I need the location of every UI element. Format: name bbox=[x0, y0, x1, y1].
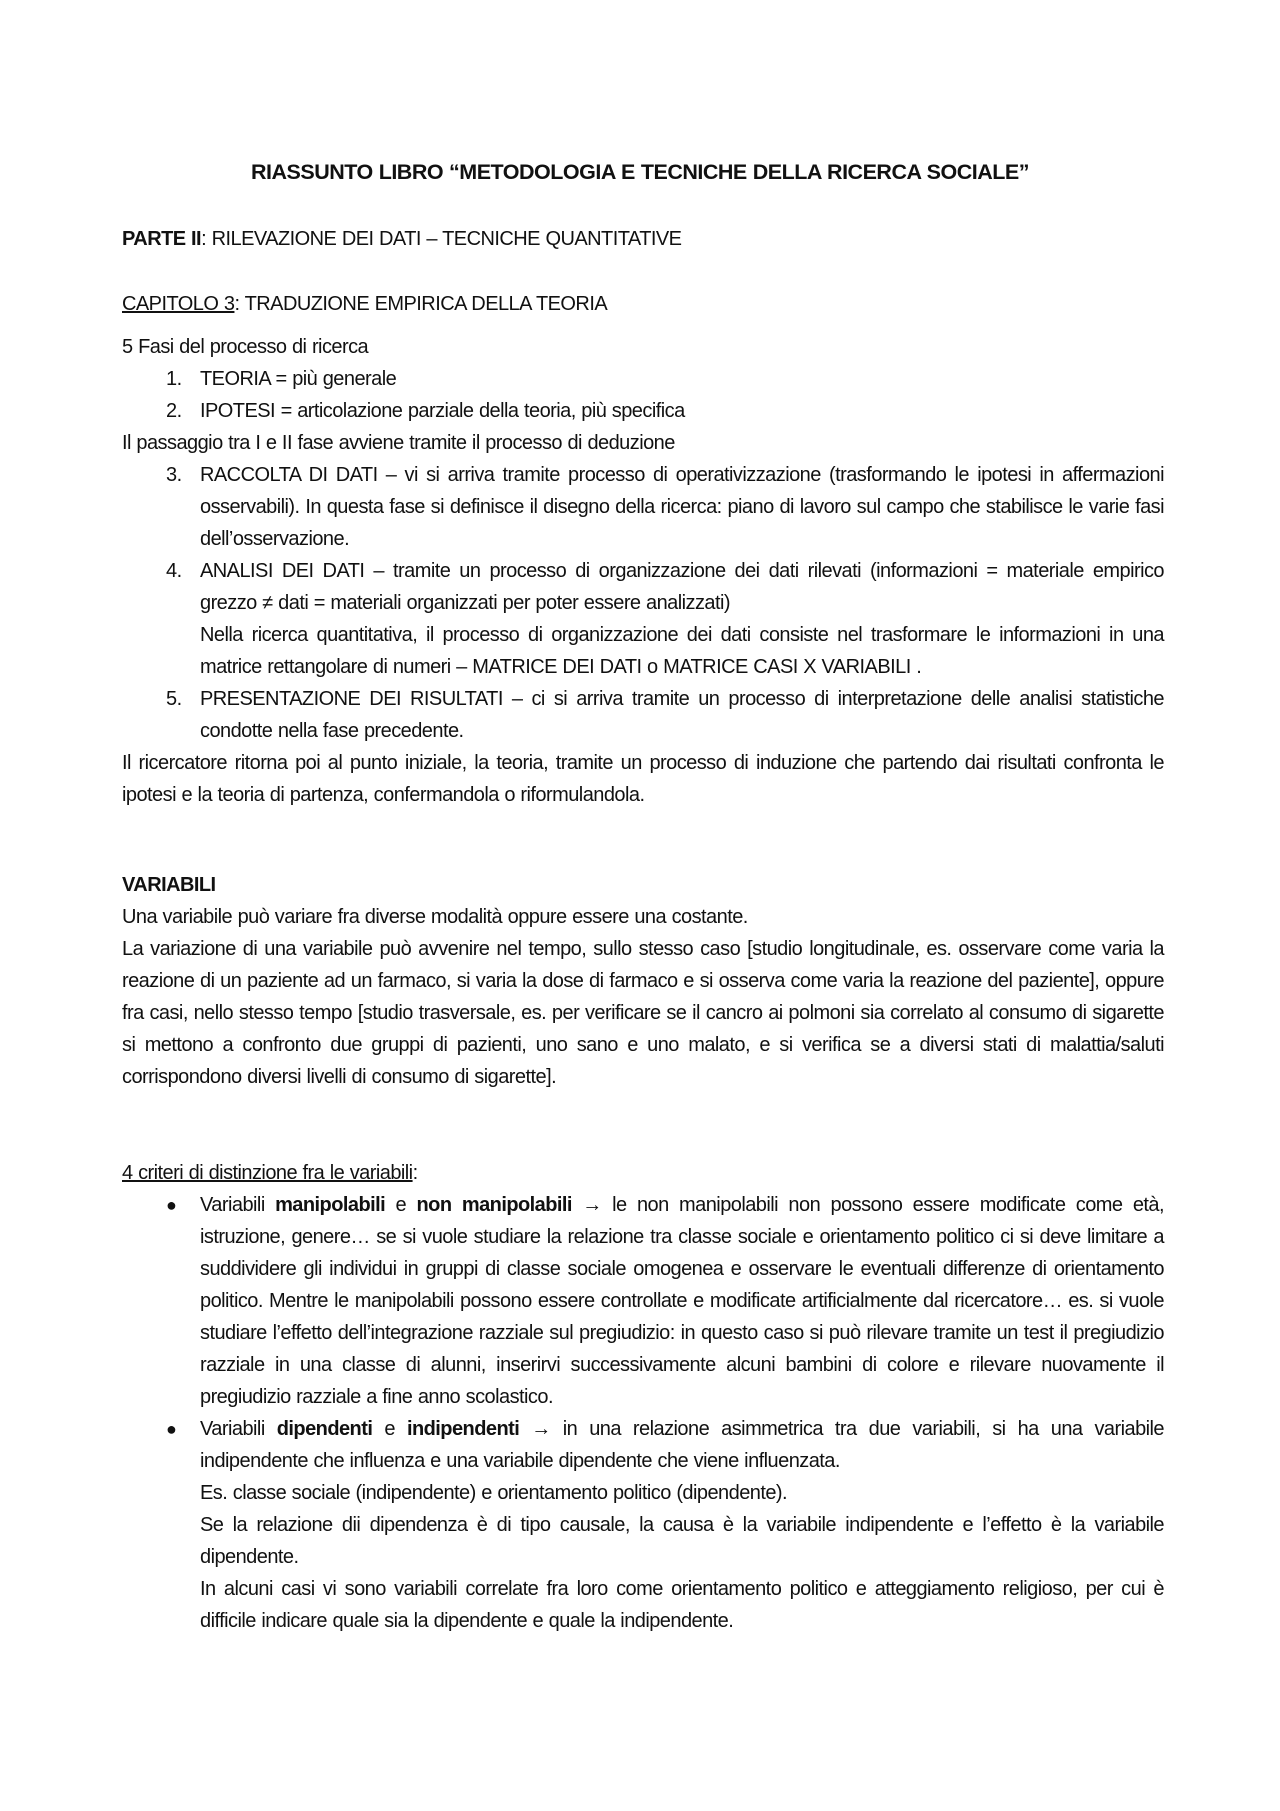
induction-note: Il ricercatore ritorna poi al punto iniziale, la teoria, tramite un processo di induzione che partendo dai risultati confronta le ipotesi e la teoria di partenza, confermandola o riformulandola. bbox=[122, 752, 1164, 806]
bullet-text: in una relazione asimmetrica tra due variabili, si ha una variabile indipendente che influenza e una variabile dipendente che viene influenzata. bbox=[200, 1418, 1165, 1472]
chapter-label: CAPITOLO 3 bbox=[122, 293, 235, 315]
bullet-line: Es. classe sociale (indipendente) e orientamento politico (dipendente). bbox=[200, 1482, 788, 1504]
variables-heading: VARIABILI bbox=[122, 874, 216, 896]
bullet-conj: e bbox=[385, 1194, 417, 1216]
phase-item bbox=[122, 683, 1164, 747]
part-label: PARTE II bbox=[122, 228, 202, 250]
bullet-icon: ● bbox=[166, 1419, 177, 1439]
variables-paragraph: Una variabile può variare fra diverse modalità oppure essere una costante. bbox=[122, 906, 748, 928]
criteria-bullet bbox=[122, 1189, 1164, 1413]
phase-item bbox=[122, 363, 1164, 395]
bullet-term: indipendenti bbox=[406, 1418, 520, 1440]
variables-section bbox=[122, 869, 1164, 1093]
phase-number: 5. bbox=[166, 688, 182, 710]
bullet-conj: e bbox=[372, 1418, 407, 1440]
bullet-term: manipolabili bbox=[275, 1194, 386, 1216]
phase-number: 1. bbox=[166, 368, 182, 390]
phases-intro: 5 Fasi del processo di ricerca bbox=[122, 336, 369, 358]
phase-number: 3. bbox=[166, 464, 182, 486]
phase-text: IPOTESI = articolazione parziale della teoria, più specifica bbox=[200, 400, 685, 422]
phase-text: TEORIA = più generale bbox=[200, 368, 397, 390]
arrow-icon: → bbox=[519, 1418, 563, 1440]
chapter-text: : TRADUZIONE EMPIRICA DELLA TEORIA bbox=[234, 293, 608, 315]
phase-text: RACCOLTA DI DATI – vi si arriva tramite processo di operativizzazione (trasformando le ipotesi in affermazioni osservabili). In questa fase si definisce il disegno della ricerca: piano di lavoro sul campo che stabilisce le varie fasi dell’osservazione. bbox=[200, 464, 1164, 550]
part-heading bbox=[122, 223, 1164, 255]
criteria-heading: 4 criteri di distinzione fra le variabili bbox=[122, 1162, 413, 1184]
criteria-bullet bbox=[122, 1413, 1164, 1637]
arrow-icon: → bbox=[571, 1194, 613, 1216]
phase-text: PRESENTAZIONE DEI RISULTATI – ci si arriva tramite un processo di interpretazione delle analisi statistiche condotte nella fase precedente. bbox=[200, 688, 1164, 742]
bullet-term: dipendenti bbox=[276, 1418, 373, 1440]
phase-item bbox=[122, 459, 1164, 555]
document-title: RIASSUNTO LIBRO “METODOLOGIA E TECNICHE DELLA RICERCA SOCIALE” bbox=[251, 160, 1029, 184]
bullet-term: non manipolabili bbox=[416, 1194, 572, 1216]
phase-item bbox=[122, 555, 1164, 683]
phase-text: ANALISI DEI DATI – tramite un processo di organizzazione dei dati rilevati (informazioni = materiale empirico grezzo ≠ dati = materiali organizzati per poter essere analizzati) bbox=[200, 560, 1164, 614]
deduction-note: Il passaggio tra I e II fase avviene tramite il processo di deduzione bbox=[122, 432, 675, 454]
phases-section bbox=[122, 331, 1164, 811]
bullet-line: In alcuni casi vi sono variabili correlate fra loro come orientamento politico e atteggiamento religioso, per cui è difficile indicare quale sia la dipendente e quale la indipendente. bbox=[200, 1578, 1164, 1632]
phase-number: 4. bbox=[166, 560, 182, 582]
bullet-line: Se la relazione dii dipendenza è di tipo causale, la causa è la variabile indipendente e l’effetto è la variabile dipendente. bbox=[200, 1514, 1164, 1568]
phase-number: 2. bbox=[166, 400, 182, 422]
part-text: : RILEVAZIONE DEI DATI – TECNICHE QUANTITATIVE bbox=[201, 228, 682, 250]
bullet-icon: ● bbox=[166, 1195, 177, 1215]
phase-extra: Nella ricerca quantitativa, il processo di organizzazione dei dati consiste nel trasformare le informazioni in una matrice rettangolare di numeri – MATRICE DEI DATI o MATRICE CASI X VARIABILI . bbox=[200, 624, 1164, 678]
chapter-heading bbox=[122, 288, 1164, 320]
criteria-section bbox=[122, 1157, 1164, 1637]
bullet-prefix: Variabili bbox=[200, 1194, 276, 1216]
criteria-colon: : bbox=[412, 1162, 418, 1184]
phase-item bbox=[122, 395, 1164, 427]
bullet-prefix: Variabili bbox=[200, 1418, 277, 1440]
variables-paragraph: La variazione di una variabile può avvenire nel tempo, sullo stesso caso [studio longitudinale, es. osservare come varia la reazione di un paziente ad un farmaco, si varia la dose di farmaco e si osserva come varia la reazione del paziente], oppure fra casi, nello stesso tempo [studio trasversale, es. per verificare se il cancro ai polmoni sia correlato al consumo di sigarette si mettono a confronto due gruppi di pazienti, uno sano e uno malato, e si verifica se a diversi stati di malattia/saluti corrispondono diversi livelli di consumo di sigarette]. bbox=[122, 938, 1164, 1088]
bullet-text: le non manipolabili non possono essere modificate come età, istruzione, genere… se si vuole studiare la relazione tra classe sociale e orientamento politico ci si deve limitare a suddividere gli individui in gruppi di classe sociale omogenea e osservare le eventuali differenze di orientamento politico. Mentre le manipolabili possono essere controllate e modificate artificialmente dal ricercatore… es. si vuole studiare l’effetto dell’integrazione razziale sul pregiudizio: in questo caso si può rilevare tramite un test il pregiudizio razziale in una classe di alunni, inserirvi successivamente alcuni bambini di colore e rilevare nuovamente il pregiudizio razziale a fine anno scolastico. bbox=[200, 1194, 1164, 1408]
